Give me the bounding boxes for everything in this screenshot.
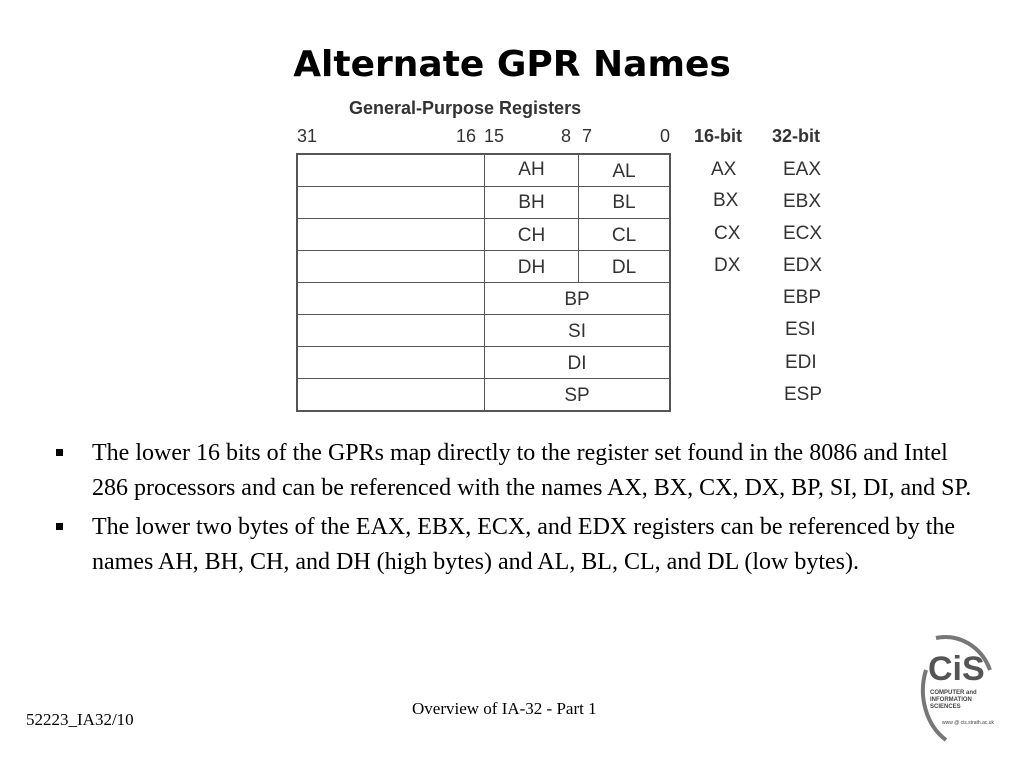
register-table [296, 153, 671, 412]
register-bl: BL [612, 192, 636, 213]
list-item [56, 510, 986, 580]
logo-subtitle-line: SCIENCES [930, 704, 961, 710]
register-ah: AH [518, 159, 545, 180]
slide-title: Alternate GPR Names [293, 44, 731, 85]
list-item [56, 436, 986, 506]
register-ax: AX [711, 159, 737, 180]
bit-label-8: 8 [561, 126, 572, 146]
register-dh: DH [517, 257, 546, 278]
footer-title: Overview of IA-32 - Part 1 [412, 699, 597, 718]
bit-label-15: 15 [484, 126, 505, 146]
register-cx: CX [714, 223, 741, 244]
bit-label-0: 0 [660, 126, 671, 146]
register-esp: ESP [784, 384, 823, 405]
register-dl: DL [611, 257, 637, 278]
bit-label-16: 16 [456, 126, 477, 146]
register-bh: BH [518, 192, 545, 213]
logo-subtitle-line: INFORMATION [930, 697, 972, 703]
register-al: AL [612, 161, 636, 182]
register-dx: DX [714, 255, 741, 276]
register-ecx: ECX [783, 223, 823, 244]
register-bx: BX [713, 190, 739, 211]
logo-text: CiS [928, 650, 985, 688]
diagram-title: General-Purpose Registers [349, 98, 582, 118]
register-ch: CH [517, 225, 546, 246]
cis-logo-icon [918, 630, 998, 745]
bullet-text: The lower 16 bits of the GPRs map directly to the register set found in the 8086 and Intel 286 processors and can be referenced with the names AX, BX, CX, DX, BP, SI, DI, and SP. [92, 440, 972, 501]
register-eax: EAX [783, 159, 822, 180]
register-esi: ESI [785, 319, 816, 340]
register-edx: EDX [783, 255, 823, 276]
bit-label-7: 7 [582, 126, 593, 146]
register-sp: SP [564, 385, 590, 406]
bit-label-31: 31 [297, 126, 318, 146]
square-bullet-icon [56, 449, 63, 456]
register-si: SI [568, 321, 586, 342]
register-bp: BP [564, 289, 590, 310]
register-edi: EDI [785, 352, 817, 373]
register-cl: CL [611, 225, 637, 246]
column-header-32bit: 32-bit [772, 126, 821, 146]
column-header-16bit: 16-bit [694, 126, 743, 146]
register-ebp: EBP [783, 287, 822, 308]
logo-url: www @ cis.strath.ac.uk [942, 720, 995, 726]
logo-subtitle-line: COMPUTER and [930, 690, 977, 696]
bullet-text: The lower two bytes of the EAX, EBX, ECX, and EDX registers can be referenced by the names AH, BH, CH, and DH (high bytes) and AL, BL, CL, and DL (low bytes). [92, 514, 956, 575]
slide-number: 52223_IA32/10 [26, 710, 134, 729]
square-bullet-icon [56, 523, 63, 530]
register-di: DI [567, 353, 587, 374]
register-ebx: EBX [783, 191, 822, 212]
bullet-list [56, 436, 986, 584]
